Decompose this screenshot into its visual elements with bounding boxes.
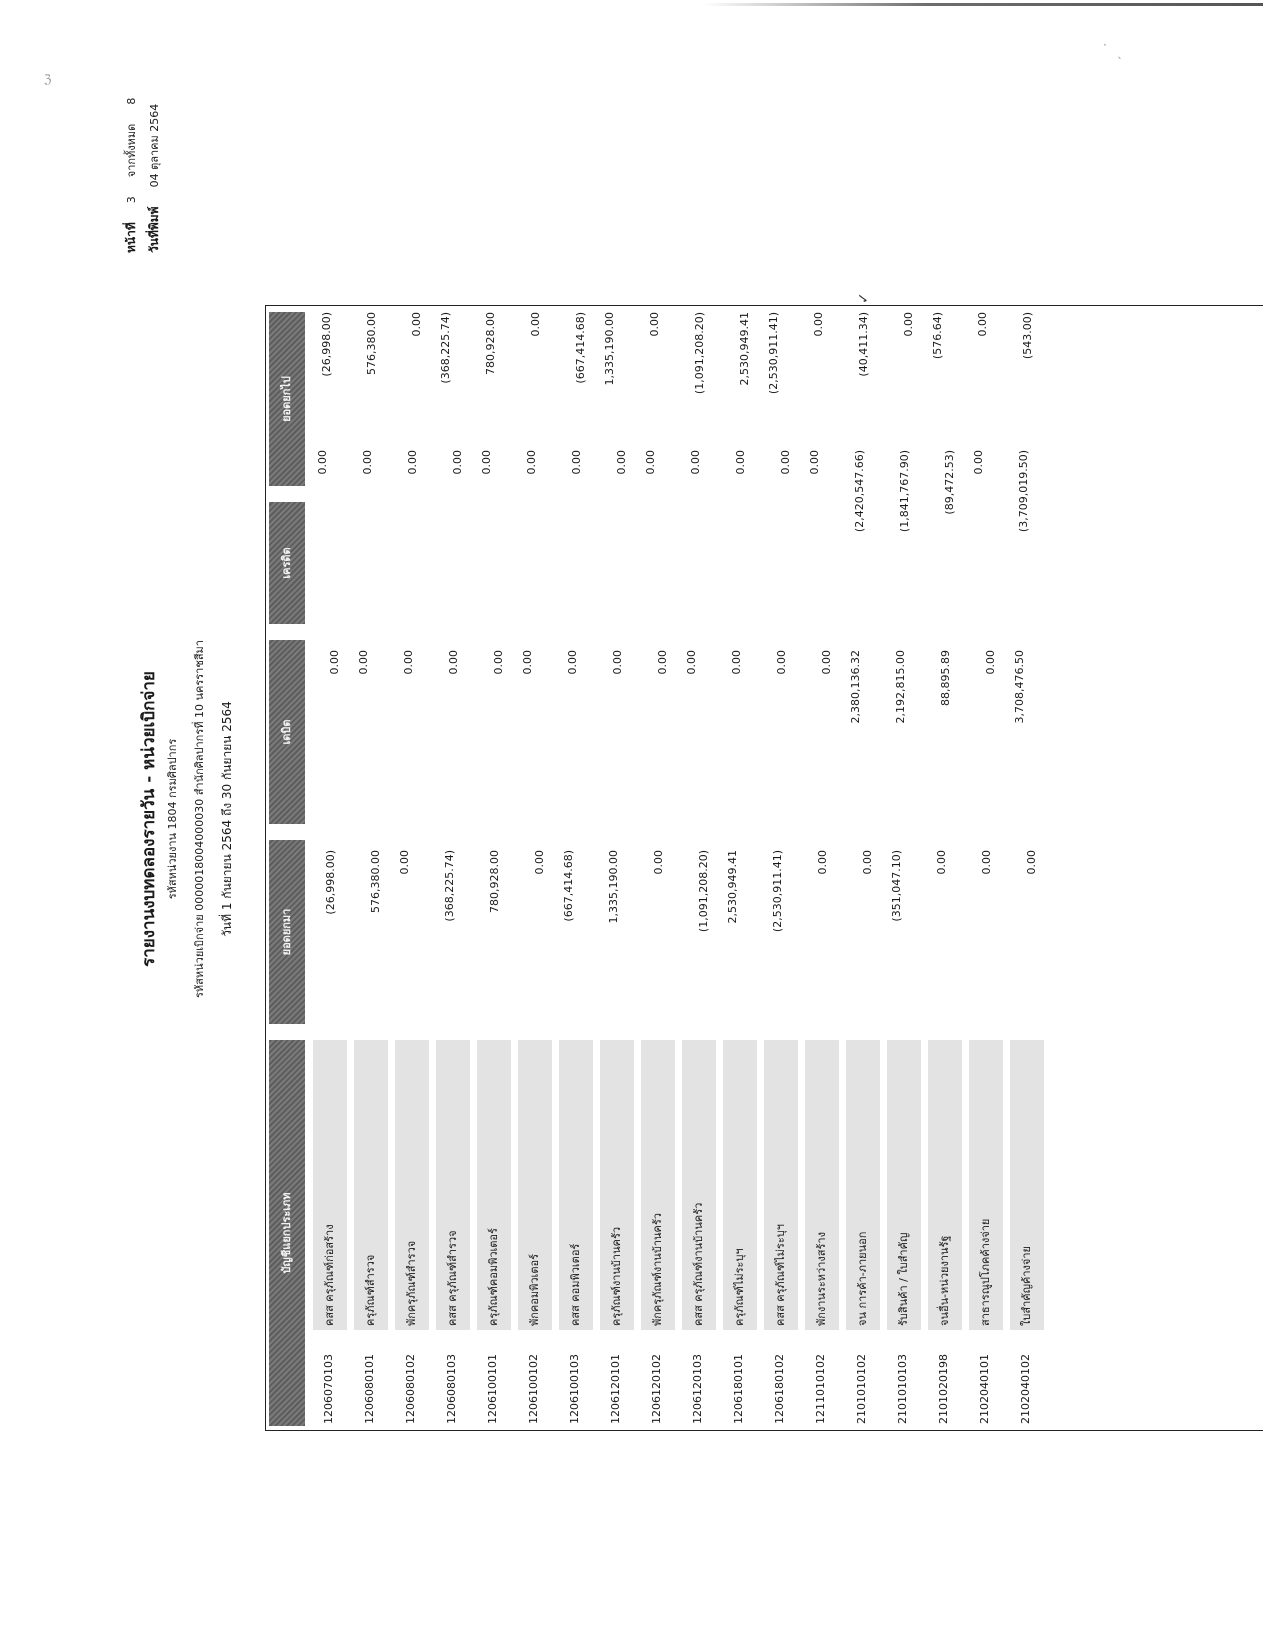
carried-forward-value: 1,335,190.00	[603, 312, 616, 386]
brought-forward-value: 0.00	[1025, 850, 1038, 875]
table-header-row	[266, 306, 310, 1430]
brought-forward-value: (1,091,208.20)	[697, 850, 710, 933]
debit-value: 0.00	[447, 650, 460, 675]
account-name: รับสินค้า / ใบสำคัญ	[887, 1040, 921, 1330]
account-code: 1206100101	[486, 1354, 499, 1424]
account-name: จนอื่น-หน่วยงานรัฐ	[928, 1040, 962, 1330]
table-row	[351, 306, 392, 1430]
carried-forward-value: (1,091,208.20)	[693, 312, 706, 395]
account-code: 1206180101	[732, 1354, 745, 1424]
brought-forward-value: (368,225.74)	[443, 850, 456, 922]
account-code: 1206120102	[650, 1354, 663, 1424]
trial-balance-table	[265, 292, 1263, 1431]
account-name: สาธารณูปโภคค้างจ่าย	[969, 1040, 1003, 1330]
table-row	[843, 306, 884, 1430]
total-label: จากทั้งหมด	[125, 123, 138, 178]
carried-forward-value: 0.00	[812, 312, 825, 337]
account-name: คสส ครุภัณฑ์ก่อสร้าง	[313, 1040, 347, 1330]
header-brought-forward: ยอดยกมา	[269, 840, 305, 1024]
account-code: 2102040101	[978, 1354, 991, 1424]
disbursing-unit: รหัสหน่วยเบิกจ่าย 0000018004000030 สำนักศิลปากรที่ 10 นครราชสีมา	[193, 640, 206, 998]
credit-value: 0.00	[316, 450, 329, 475]
account-code: 1206080103	[445, 1354, 458, 1424]
brought-forward-value: (2,530,911.41)	[771, 850, 784, 933]
table-row	[761, 306, 802, 1430]
account-code: 1206070103	[322, 1354, 335, 1424]
credit-value: 0.00	[615, 450, 628, 475]
page-info	[120, 98, 166, 253]
scan-speck: ℨ	[44, 72, 52, 86]
account-name: คสส ครุภัณฑ์ไม่ระบุฯ	[764, 1040, 798, 1330]
table-row	[392, 306, 433, 1430]
account-code: 2102040102	[1019, 1354, 1032, 1424]
brought-forward-value: 0.00	[980, 850, 993, 875]
account-code: 1206120101	[609, 1354, 622, 1424]
credit-value: (3,709,019.50)	[1017, 450, 1030, 533]
carried-forward-value: (26,998.00)	[320, 312, 333, 377]
brought-forward-value: 1,335,190.00	[607, 850, 620, 924]
page-label: หน้าที่	[124, 222, 138, 253]
brought-forward-value: (667,414.68)	[562, 850, 575, 922]
account-name: คสส คอมพิวเตอร์	[559, 1040, 593, 1330]
debit-value: 0.00	[656, 650, 669, 675]
debit-value: 3,708,476.50	[1013, 650, 1026, 724]
account-code: 2101020198	[937, 1354, 950, 1424]
account-name: พักคอมพิวเตอร์	[518, 1040, 552, 1330]
brought-forward-value: 576,380.00	[369, 850, 382, 913]
carried-forward-value: 2,530,949.41	[738, 312, 751, 386]
carried-forward-value: (667,414.68)	[574, 312, 587, 384]
debit-value: 2,380,136.32	[849, 650, 862, 724]
debit-value: 0.00	[685, 650, 698, 675]
credit-value: 0.00	[451, 450, 464, 475]
carried-forward-value: (576.64)	[931, 312, 944, 360]
account-code: 1211010102	[814, 1354, 827, 1424]
table-row	[556, 306, 597, 1430]
account-name: ครุภัณฑ์สำรวจ	[354, 1040, 388, 1330]
table-row	[966, 306, 1007, 1430]
table-row	[1007, 306, 1048, 1430]
carried-forward-value: 0.00	[410, 312, 423, 337]
carried-forward-value: 576,380.00	[365, 312, 378, 375]
brought-forward-value: 780,928.00	[488, 850, 501, 913]
credit-value: 0.00	[734, 450, 747, 475]
debit-value: 2,192,815.00	[894, 650, 907, 724]
table-row	[720, 306, 761, 1430]
account-name: คสส ครุภัณฑ์งานบ้านครัว	[682, 1040, 716, 1330]
print-date-label: วันที่พิมพ์	[147, 206, 161, 253]
brought-forward-value: 0.00	[935, 850, 948, 875]
carried-forward-value: 0.00	[976, 312, 989, 337]
account-code: 1206180102	[773, 1354, 786, 1424]
brought-forward-value: 0.00	[398, 850, 411, 875]
credit-value: 0.00	[808, 450, 821, 475]
debit-value: 0.00	[820, 650, 833, 675]
credit-value: 0.00	[570, 450, 583, 475]
page-number: 3	[125, 196, 138, 204]
table-row	[679, 306, 720, 1430]
carried-forward-value: (2,530,911.41)	[767, 312, 780, 395]
credit-value: (1,841,767.90)	[898, 450, 911, 533]
carried-forward-value: 0.00	[529, 312, 542, 337]
debit-value: 0.00	[402, 650, 415, 675]
table-row	[597, 306, 638, 1430]
account-name: ครุภัณฑ์ไม่ระบุฯ	[723, 1040, 757, 1330]
credit-value: (2,420,547.66)	[853, 450, 866, 533]
debit-value: 0.00	[492, 650, 505, 675]
table-row	[515, 306, 556, 1430]
report-title: รายงานงบทดลองรายวัน - หน่วยเบิกจ่าย	[139, 671, 159, 967]
account-name: พักงานระหว่างสร้าง	[805, 1040, 839, 1330]
table-row	[925, 306, 966, 1430]
scan-speck: ·	[1103, 38, 1107, 52]
brought-forward-value: (26,998.00)	[324, 850, 337, 915]
table-row	[433, 306, 474, 1430]
credit-value: 0.00	[406, 450, 419, 475]
brought-forward-value: (351,047.10)	[890, 850, 903, 922]
header-carried-forward: ยอดยกไป	[269, 312, 305, 486]
table-row	[638, 306, 679, 1430]
account-name: คสส ครุภัณฑ์สำรวจ	[436, 1040, 470, 1330]
credit-value: 0.00	[644, 450, 657, 475]
total-pages: 8	[125, 97, 138, 105]
credit-value: (89,472.53)	[943, 450, 956, 515]
debit-value: 0.00	[775, 650, 788, 675]
credit-value: 0.00	[480, 450, 493, 475]
carried-forward-value: 0.00	[902, 312, 915, 337]
debit-value: 0.00	[984, 650, 997, 675]
table-row	[884, 306, 925, 1430]
account-name: ครุภัณฑ์คอมพิวเตอร์	[477, 1040, 511, 1330]
account-name: พักครุภัณฑ์สำรวจ	[395, 1040, 429, 1330]
debit-value: 0.00	[730, 650, 743, 675]
account-name: ครุภัณฑ์งานบ้านครัว	[600, 1040, 634, 1330]
check-mark-icon: ✓	[856, 292, 872, 304]
account-name: ใบสำคัญค้างจ่าย	[1010, 1040, 1044, 1330]
account-code: 1206100102	[527, 1354, 540, 1424]
carried-forward-value: (40,411.34)	[857, 312, 870, 377]
account-name: พักครุภัณฑ์งานบ้านครัว	[641, 1040, 675, 1330]
account-code: 1206080101	[363, 1354, 376, 1424]
account-code: 1206100103	[568, 1354, 581, 1424]
brought-forward-value: 0.00	[652, 850, 665, 875]
credit-value: 0.00	[689, 450, 702, 475]
credit-value: 0.00	[525, 450, 538, 475]
carried-forward-value: (543.00)	[1021, 312, 1034, 360]
header-ledger-account: บัญชีแยกประเภท	[269, 1040, 305, 1426]
print-date: 04 ตุลาคม 2564	[148, 103, 161, 188]
agency-code: รหัสหน่วยงาน 1804 กรมศิลปากร	[166, 738, 179, 900]
table-row	[802, 306, 843, 1430]
carried-forward-value: 780,928.00	[484, 312, 497, 375]
account-code: 1206080102	[404, 1354, 417, 1424]
carried-forward-value: (368,225.74)	[439, 312, 452, 384]
brought-forward-value: 0.00	[533, 850, 546, 875]
account-name: จน การค้า-ภายนอก	[846, 1040, 880, 1330]
account-code: 2101010103	[896, 1354, 909, 1424]
credit-value: 0.00	[972, 450, 985, 475]
debit-value: 0.00	[566, 650, 579, 675]
credit-value: 0.00	[361, 450, 374, 475]
brought-forward-value: 0.00	[816, 850, 829, 875]
debit-value: 88,895.89	[939, 650, 952, 706]
debit-value: 0.00	[521, 650, 534, 675]
brought-forward-value: 2,530,949.41	[726, 850, 739, 924]
account-code: 1206120103	[691, 1354, 704, 1424]
table-row	[310, 306, 351, 1430]
debit-value: 0.00	[357, 650, 370, 675]
credit-value: 0.00	[779, 450, 792, 475]
brought-forward-value: 0.00	[861, 850, 874, 875]
account-code: 2101010102	[855, 1354, 868, 1424]
date-range: วันที่ 1 กันยายน 2564 ถึง 30 กันยายน 2564	[220, 701, 234, 937]
table-row	[474, 306, 515, 1430]
header-credit: เครดิต	[269, 502, 305, 624]
scan-speck: ˎ	[1117, 45, 1123, 59]
debit-value: 0.00	[328, 650, 341, 675]
header-debit: เดบิต	[269, 640, 305, 824]
debit-value: 0.00	[611, 650, 624, 675]
carried-forward-value: 0.00	[648, 312, 661, 337]
